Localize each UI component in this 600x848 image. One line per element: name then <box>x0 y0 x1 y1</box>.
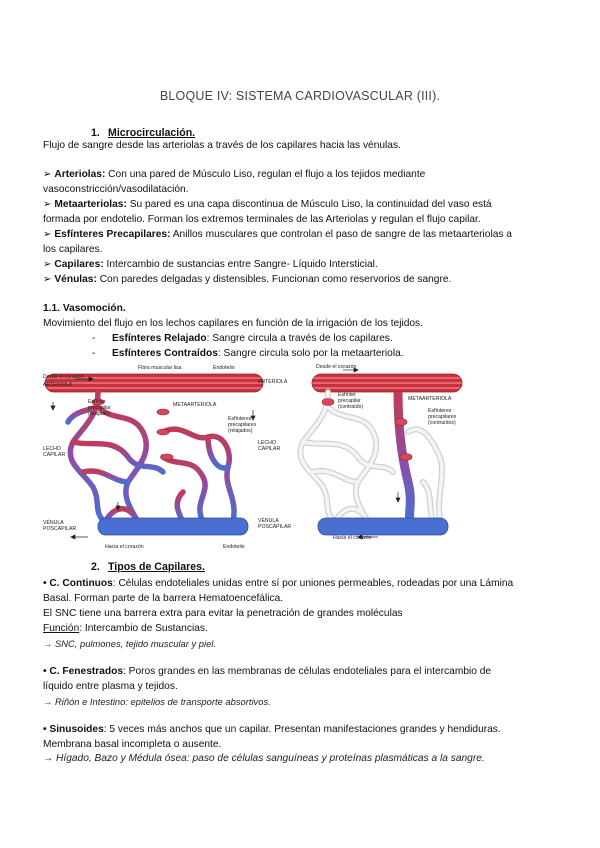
figure-sphincters-contracted <box>258 362 468 552</box>
label-metaarteriola-r: METAARTERIOLA <box>408 396 452 402</box>
label-hacia: Hacia el corazón <box>105 544 144 550</box>
label-esfinteres-2: precapilares <box>228 422 257 428</box>
label-lecho-r-1: LECHO <box>258 440 276 446</box>
section-2-heading: 2. Tipos de Capilares. <box>91 561 205 573</box>
label-esfinter-r-1: Esfínter <box>338 392 356 398</box>
continuos-line-2: Basal. Forman parte de la barrera Hematoencefálica. <box>43 593 284 604</box>
label-venula-r-1: VÉNULA <box>258 518 279 524</box>
label-venula-2: POSCAPILAR <box>43 526 77 532</box>
label-esfinter-1: Esfínter <box>88 399 106 405</box>
continuos-example: → SNC, pulmones, tejido muscular y piel. <box>43 638 216 649</box>
label-hacia-r: Hacia el corazón <box>333 535 372 541</box>
section-1-intro: Flujo de sangre desde las arteriolas a través de los capilares hacia las vénulas. <box>43 140 401 151</box>
label-endotelio-2: Endotelio <box>223 544 245 550</box>
fenestrados-example: → Riñón e Intestino: epitelios de transporte absortivos. <box>43 696 271 707</box>
label-esfinter-3: (relajado) <box>88 411 110 417</box>
item-arteriolas: ➢ Arteriolas: Con una pared de Músculo Liso, regulan el flujo a los tejidos mediante <box>43 169 426 180</box>
sinusoides-line-1: • Sinusoides: 5 veces más anchos que un capilar. Presentan manifestaciones grandes y hendiduras. <box>43 724 501 735</box>
label-esfinteres-r-1: Esfínteres <box>428 408 452 414</box>
fenestrados-line-1: • C. Fenestrados: Poros grandes en las membranas de células endoteliales para el intercambio de <box>43 666 492 677</box>
item-metaarteriolas: ➢ Metaarteriolas: Su pared es una capa discontinua de Músculo Liso, la continuidad del vaso está <box>43 199 492 210</box>
continuos-line-3: El SNC tiene una barrera extra para evitar la penetración de grandes moléculas <box>43 608 403 619</box>
item-esfinteres: ➢ Esfínteres Precapilares: Anillos musculares que controlan el paso de sangre de las metaarteriolas a <box>43 229 512 240</box>
label-arteriola: ARTERIOLA <box>43 382 73 388</box>
label-venula-1: VÉNULA <box>43 520 64 526</box>
label-metaarteriola: METAARTERIOLA <box>173 402 217 408</box>
label-esfinter-r-3: (contraído) <box>338 404 364 410</box>
label-esfinteres-r-2: precapilares <box>428 414 457 420</box>
continuos-line-1: • C. Continuos: Células endoteliales unidas entre sí por uniones permeables, rodeadas por una Lámina <box>43 578 514 589</box>
label-desde: Desde el corazón <box>43 374 84 380</box>
label-desde-r: Desde el corazón <box>316 364 357 370</box>
item-capilares: ➢ Capilares: Intercambio de sustancias entre Sangre- Líquido Intersticial. <box>43 259 378 270</box>
sinusoides-example: → Hígado, Bazo y Médula ósea: paso de células sanguíneas y proteínas plasmáticas a la sangre. <box>43 753 485 764</box>
label-lecho-2: CAPILAR <box>43 452 66 458</box>
figure-sphincters-relaxed <box>43 362 273 552</box>
sinusoides-line-2: Membrana basal incompleta o ausente. <box>43 739 222 750</box>
item-esfinteres-cont: los capilares. <box>43 244 103 255</box>
label-esfinter-r-2: precapilar <box>338 398 361 404</box>
section-1-1-heading: 1.1. Vasomoción. <box>43 303 126 314</box>
vasomocion-item-relajado: - Esfínteres Relajado: Sangre circula a través de los capilares. <box>92 333 393 344</box>
label-fibra: Fibra muscular lisa <box>138 365 182 371</box>
label-venula-r-2: POSCAPILAR <box>258 524 292 530</box>
label-lecho-1: LECHO <box>43 446 61 452</box>
section-1-1-intro: Movimiento del flujo en los lechos capilares en función de la irrigación de los tejidos. <box>43 318 423 329</box>
item-arteriolas-cont: vasoconstricción/vasodilatación. <box>43 184 189 195</box>
label-esfinteres-3: (relajados) <box>228 428 253 434</box>
continuos-funcion: Función: Intercambio de Sustancias. <box>43 623 208 634</box>
venule-vessel <box>98 518 248 535</box>
label-lecho-r-2: CAPILAR <box>258 446 281 452</box>
label-esfinteres-1: Esfínteres <box>228 416 252 422</box>
page-title: BLOQUE IV: SISTEMA CARDIOVASCULAR (III). <box>159 89 441 103</box>
label-endotelio: Endotelio <box>213 365 235 371</box>
label-esfinter-2: precapilar <box>88 405 111 411</box>
label-esfinteres-r-3: (contraídos) <box>428 420 456 426</box>
label-arteriola-r: ARTERIOLA <box>258 379 288 385</box>
section-1-heading: 1. Microcirculación. <box>91 127 196 139</box>
item-venulas: ➢ Vénulas: Con paredes delgadas y distensibles. Funcionan como reservorios de sangre. <box>43 274 452 285</box>
vasomocion-item-contraidos: - Esfínteres Contraídos: Sangre circula solo por la metaarteriola. <box>92 348 404 359</box>
item-metaarteriolas-cont: formada por endotelio. Forman los extremos terminales de las Arteriolas y regulan el flujo capilar. <box>43 214 481 225</box>
fenestrados-line-2: líquido entre plasma y tejidos. <box>43 681 178 692</box>
